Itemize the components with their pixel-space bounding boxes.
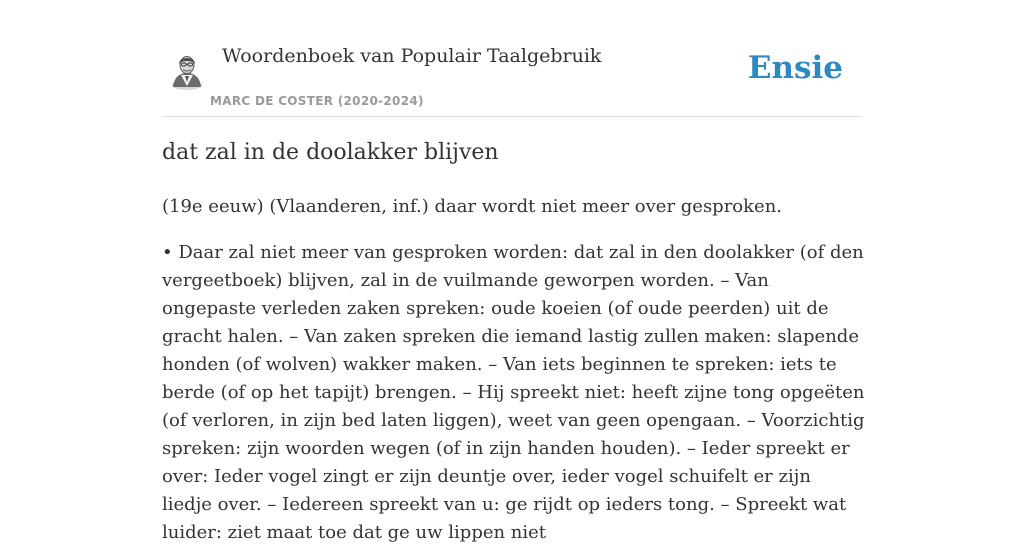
entry-body: • Daar zal niet meer van gesproken worden: dat zal in den doolakker (of den vergeetboek) blijven, zal in de vuilmande geworpen worden. – Van ongepaste verleden zaken spreken: oude koeien (of oude peerden) uit de gracht halen. – Van zaken spreken die iemand lastig zullen maken: slapende honden (of wolven) wakker maken. – Van iets beginnen te spreken: iets te berde (of op het tapijt) brengen. – Hij spreekt niet: heeft zijne tong opgeëten (of verloren, in zijn bed laten liggen), weet van geen opengaan. – Voorzichtig spreken: zijn woorden wegen (of in zijn handen houden). – Ieder spreekt er over: Ieder vogel zingt er zijn deuntje over, ieder vogel schuifelt er zijn liedje over. – Iedereen spreekt van u: ge rijdt op ieders tong. – Spreekt wat luider: ziet maat toe dat ge uw lippen niet (162, 242, 865, 543)
brand-logo[interactable]: Ensie (747, 50, 843, 86)
author-name[interactable]: MARC DE COSTER (2020-2024) (210, 94, 424, 108)
author-portrait-icon[interactable] (170, 52, 204, 88)
entry-title: dat zal in de doolakker blijven (162, 140, 499, 165)
book-title[interactable]: Woordenboek van Populair Taalgebruik (222, 45, 602, 67)
entry-definition: (19e eeuw) (Vlaanderen, inf.) daar wordt niet meer over gesproken. (162, 196, 783, 217)
site-header (162, 0, 862, 117)
